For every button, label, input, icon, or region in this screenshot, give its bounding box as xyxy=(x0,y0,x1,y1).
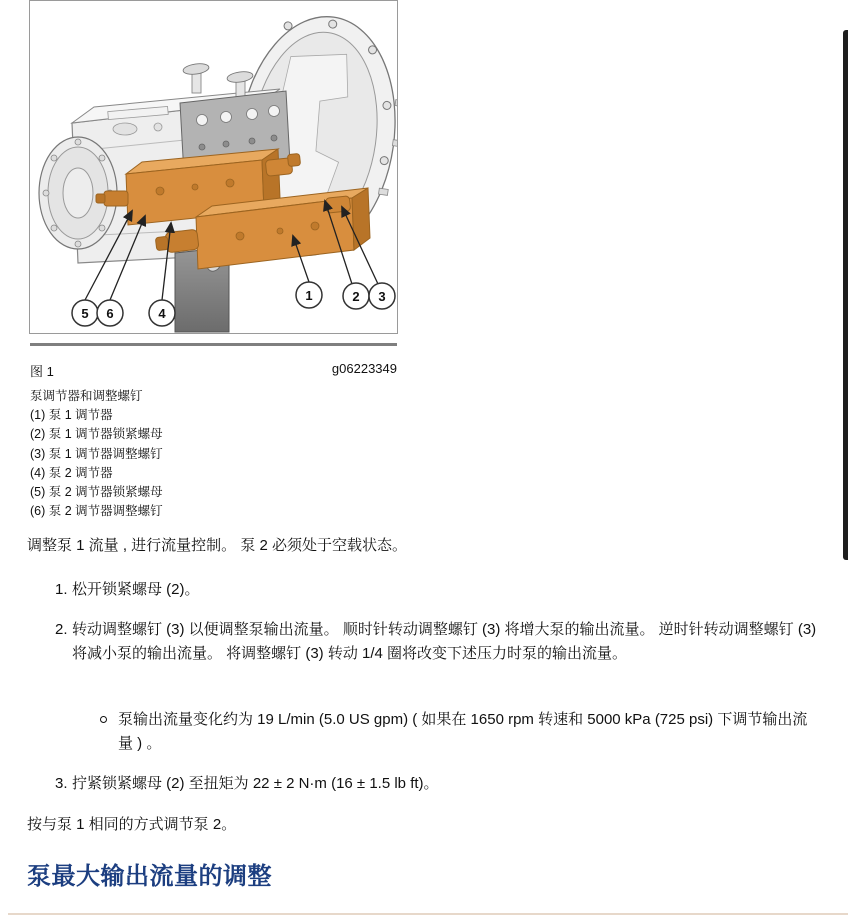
hollow-bullet-icon xyxy=(100,716,107,723)
step-3 xyxy=(55,772,821,796)
step-text: 松开锁紧螺母 (2)。 xyxy=(72,581,200,598)
step-number: 2. xyxy=(55,621,68,638)
callout-3 xyxy=(369,283,395,309)
step-text: 拧紧锁紧螺母 (2) 至扭矩为 22 ± 2 N·m (16 ± 1.5 lb ft)。 xyxy=(72,775,439,792)
figure-divider xyxy=(30,343,397,346)
callout-1 xyxy=(296,282,322,308)
svg-text:1: 1 xyxy=(305,288,313,303)
figure-box xyxy=(29,0,398,334)
svg-text:2: 2 xyxy=(352,289,360,304)
step-2 xyxy=(55,618,821,666)
callout-6 xyxy=(97,300,123,326)
caption-item: (4) 泵 2 调节器 xyxy=(30,465,113,480)
svg-text:4: 4 xyxy=(158,306,166,321)
caption-item: (1) 泵 1 调节器 xyxy=(30,408,113,423)
intro-paragraph: 调整泵 1 流量 , 进行流量控制。 泵 2 必须处于空载状态。 xyxy=(27,537,408,554)
caption-item: (6) 泵 2 调节器调整螺钉 xyxy=(30,504,163,519)
step-text: 转动调整螺钉 (3) 以便调整泵输出流量。 顺时针转动调整螺钉 (3) 将增大泵的输出流量。 逆时针转动调整螺钉 (3) 将减小泵的输出流量。 将调整螺钉 (3) 转动 1/4 圈将改变下述压力时泵的输出流量。 xyxy=(72,621,817,662)
sub-bullet-text: 泵输出流量变化约为 19 L/min (5.0 US gpm) ( 如果在 1650 rpm 转速和 5000 kPa (725 psi) 下调节输出流量 ) 。 xyxy=(118,711,808,752)
sub-bullet xyxy=(100,708,822,756)
caption-title: 泵调节器和调整螺钉 xyxy=(30,389,143,403)
figure-label: 图 1 xyxy=(30,364,54,379)
svg-text:5: 5 xyxy=(81,306,89,321)
caption-item: (2) 泵 1 调节器锁紧螺母 xyxy=(30,427,163,442)
next-section-top-border xyxy=(8,913,848,915)
figure-ref-number: g06223349 xyxy=(331,361,397,376)
svg-text:6: 6 xyxy=(106,306,114,321)
closing-paragraph: 按与泵 1 相同的方式调节泵 2。 xyxy=(27,816,237,833)
step-number: 3. xyxy=(55,775,68,792)
step-number: 1. xyxy=(55,581,68,598)
figure-caption xyxy=(30,387,163,521)
svg-text:3: 3 xyxy=(378,289,386,304)
callout-4 xyxy=(149,300,175,326)
pump-illustration xyxy=(30,1,397,333)
top-fittings xyxy=(182,62,253,99)
callout-2 xyxy=(343,283,369,309)
section-heading: 泵最大输出流量的调整 xyxy=(27,863,272,890)
caption-item: (3) 泵 1 调节器调整螺钉 xyxy=(30,446,163,461)
caption-item: (5) 泵 2 调节器锁紧螺母 xyxy=(30,485,163,500)
step-1 xyxy=(55,578,821,602)
callout-5 xyxy=(72,300,98,326)
vertical-scrollbar-thumb[interactable] xyxy=(843,30,848,560)
